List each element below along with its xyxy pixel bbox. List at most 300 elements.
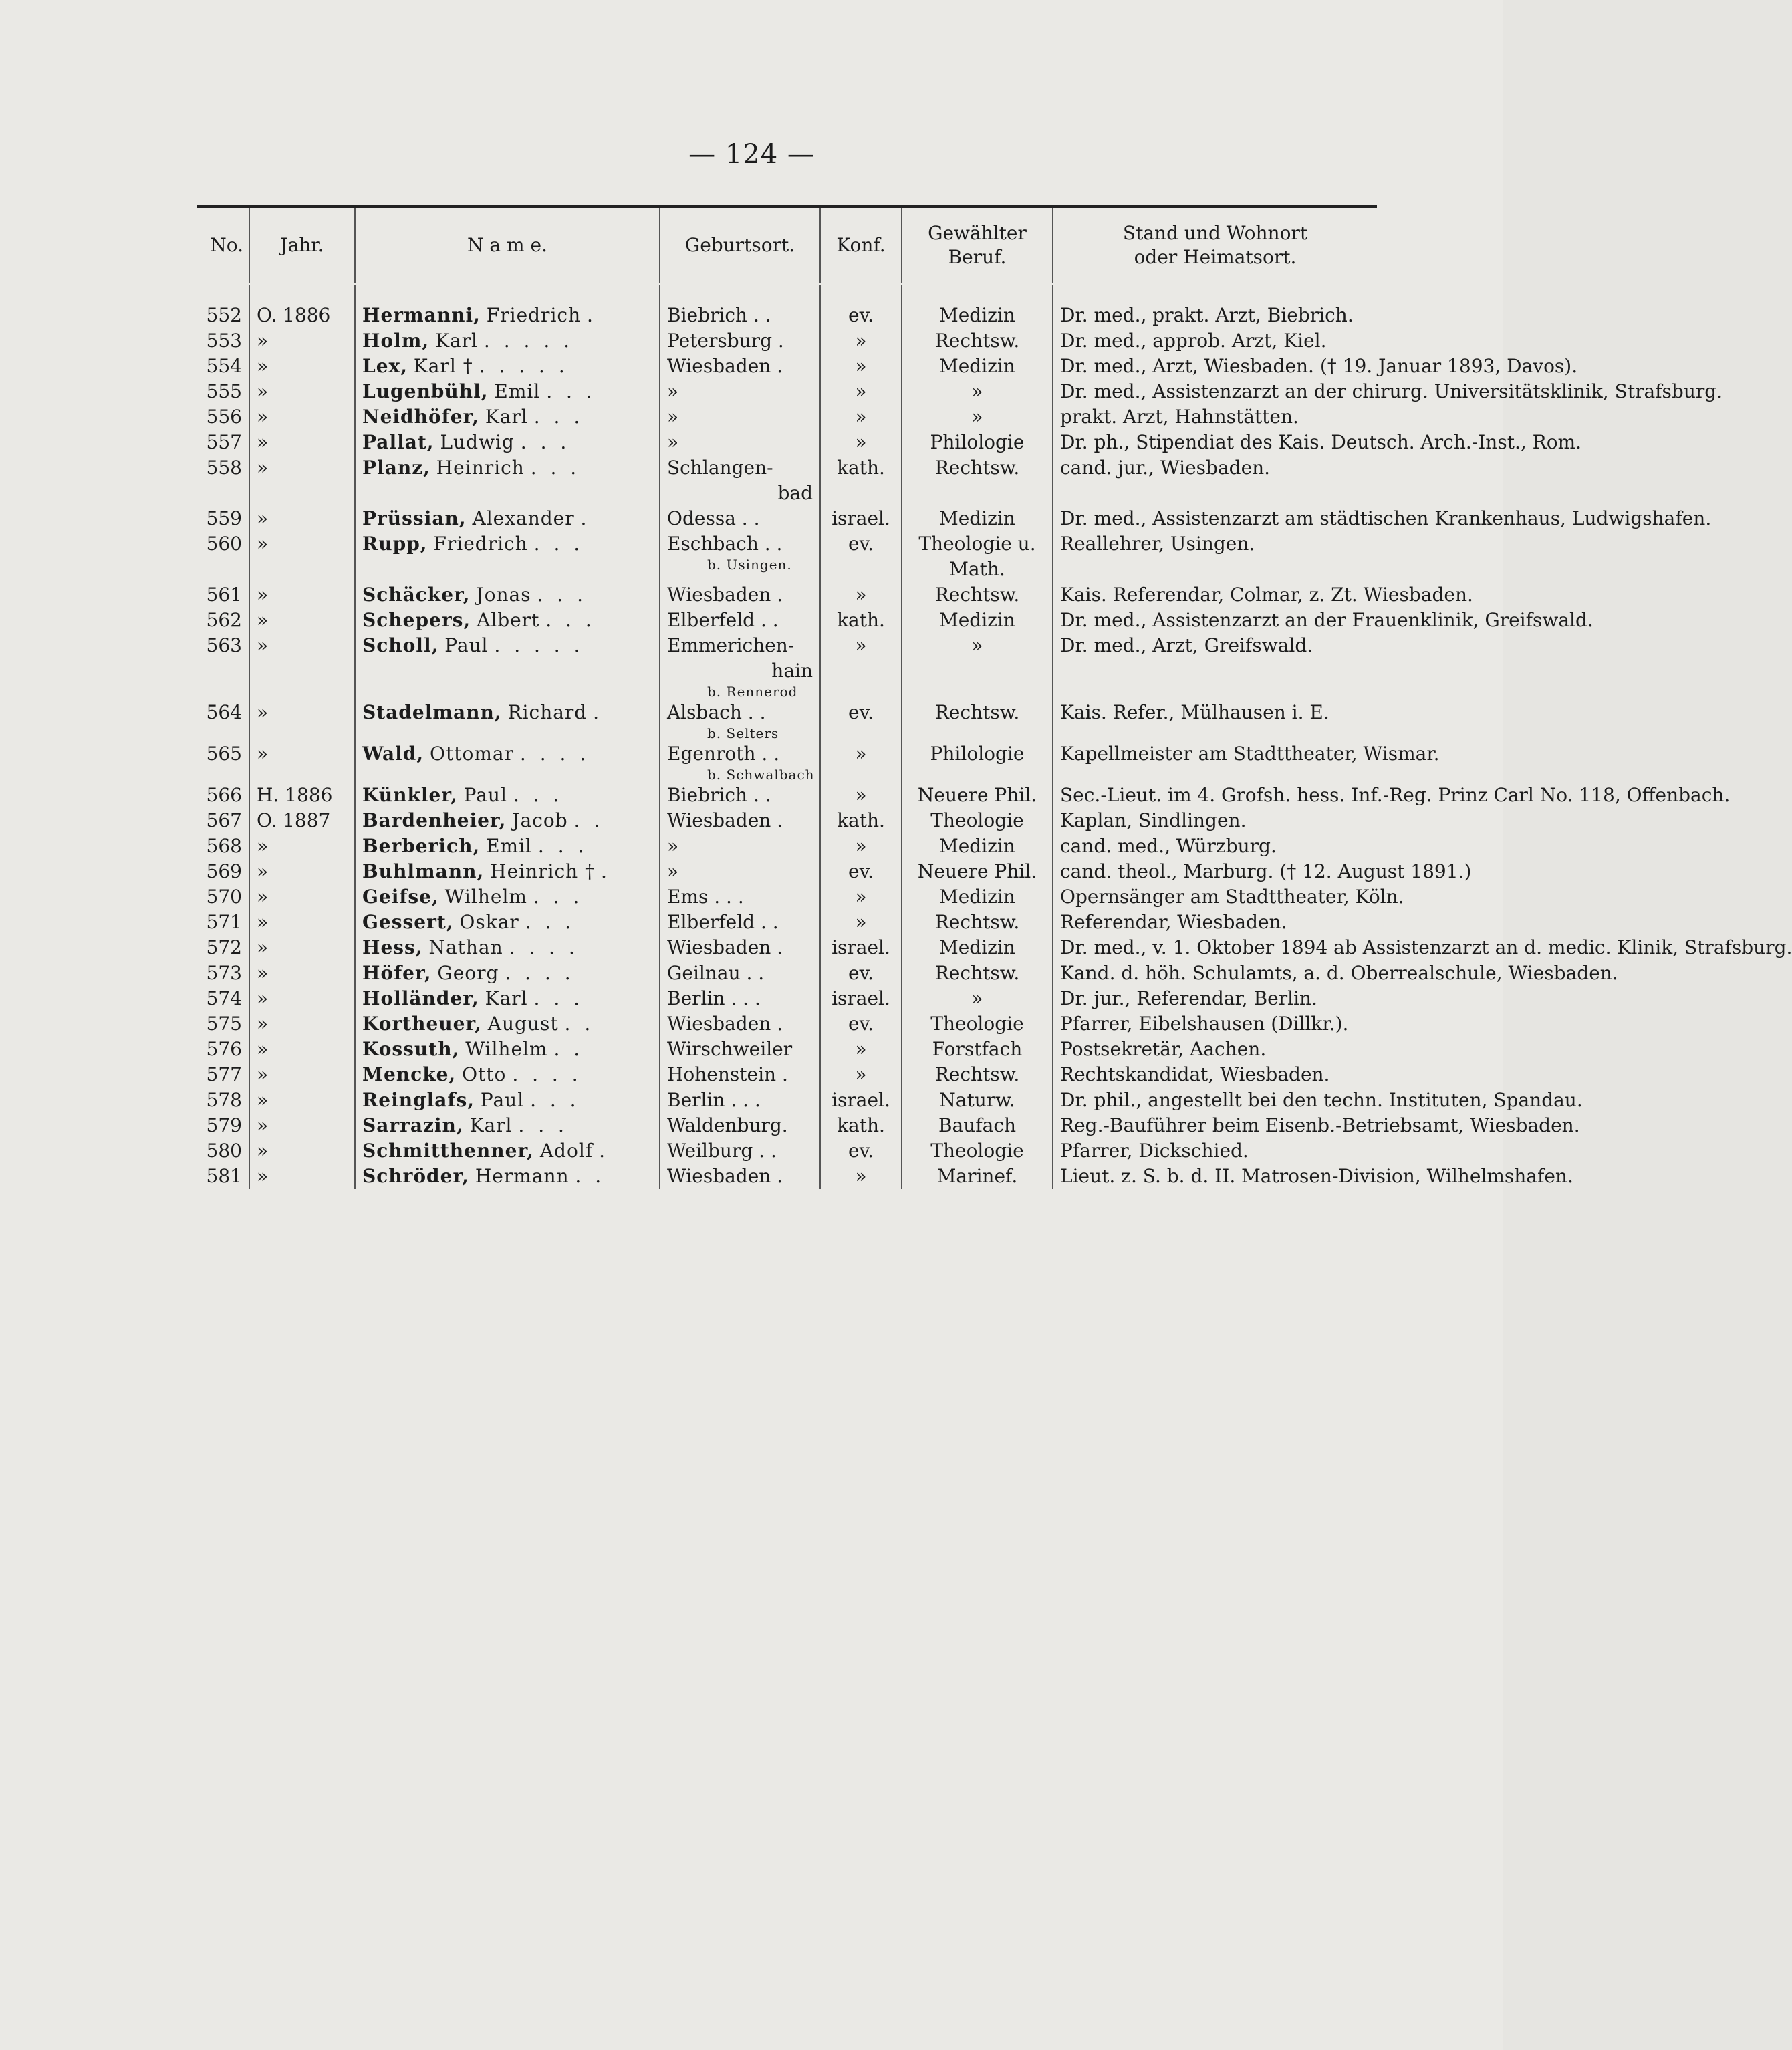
entry-birthplace-district: b. Schwalbach	[707, 767, 815, 783]
entry-birthplace-line1: Weilburg . .	[667, 1140, 777, 1162]
table-row	[197, 1138, 1377, 1164]
table-row	[197, 430, 1377, 455]
entry-number: 578	[206, 1089, 242, 1111]
entry-confession: ev.	[820, 859, 902, 884]
entry-firstname: Heinrich †	[490, 860, 596, 882]
entry-number: 571	[206, 911, 242, 933]
entry-year: »	[249, 633, 355, 700]
entry-name	[355, 1087, 660, 1113]
entry-profession: Neuere Phil.	[902, 859, 1053, 884]
entry-confession: israel.	[820, 935, 902, 960]
entry-birthplace-line1: Berlin . . .	[667, 1089, 761, 1111]
entry-number: 554	[206, 355, 242, 377]
entry-confession: israel.	[820, 506, 902, 531]
entry-year: »	[249, 1087, 355, 1113]
entry-firstname: Georg	[437, 962, 499, 984]
entry-profession: Medizin	[902, 834, 1053, 859]
entry-leader-dots: . . .	[525, 911, 575, 933]
entry-status-residence: Reg.-Bauführer beim Eisenb.-Betriebsamt, Wiesbaden.	[1053, 1113, 1377, 1138]
entry-firstname: August	[487, 1013, 559, 1035]
entry-leader-dots: .	[580, 507, 591, 529]
entry-confession: ev.	[820, 700, 902, 741]
entry-number: 552	[206, 304, 242, 326]
entry-year: H. 1886	[249, 783, 355, 808]
entry-profession: Rechtsw.	[902, 700, 1053, 741]
entry-name	[355, 1113, 660, 1138]
entry-number: 566	[206, 784, 242, 806]
entry-leader-dots: . . .	[530, 457, 581, 479]
entry-firstname: Karl	[485, 987, 528, 1009]
entry-confession: »	[820, 834, 902, 859]
table-row	[197, 354, 1377, 379]
entry-number: 574	[206, 987, 242, 1009]
entry-birthplace-line1: »	[667, 835, 679, 857]
table-row	[197, 1062, 1377, 1087]
entry-birthplace-line1: Petersburg .	[667, 330, 784, 352]
entry-confession: »	[820, 884, 902, 910]
entry-year: »	[249, 328, 355, 354]
entry-firstname: Emil	[486, 835, 532, 857]
entry-confession: ev.	[820, 284, 902, 328]
entry-year: »	[249, 960, 355, 986]
entry-status-residence: Reallehrer, Usingen.	[1053, 531, 1377, 582]
entry-status-residence: Dr. phil., angestellt bei den techn. Instituten, Spandau.	[1053, 1087, 1377, 1113]
table-row	[197, 379, 1377, 404]
table-row	[197, 1087, 1377, 1113]
entry-status-residence: Dr. jur., Referendar, Berlin.	[1053, 986, 1377, 1011]
entry-name	[355, 379, 660, 404]
entry-birthplace-line1: Hohenstein .	[667, 1063, 788, 1085]
entry-status-residence: Kaplan, Sindlingen.	[1053, 808, 1377, 834]
table-row	[197, 506, 1377, 531]
entry-number: 579	[206, 1114, 242, 1136]
entry-surname: Lex,	[362, 355, 408, 377]
entry-surname: Schröder,	[362, 1165, 469, 1187]
entry-status-residence: Sec.-Lieut. im 4. Grofsh. hess. Inf.-Reg. Prinz Carl No. 118, Offenbach.	[1053, 783, 1377, 808]
entry-leader-dots: . .	[564, 1013, 595, 1035]
entry-birthplace-line1: »	[667, 380, 679, 402]
entry-status-residence: Dr. med., Assistenzarzt an der Frauenklinik, Greifswald.	[1053, 608, 1377, 633]
entry-firstname: Wilhelm	[444, 886, 527, 908]
entry-surname: Holländer,	[362, 987, 479, 1009]
header-name: N a m e.	[355, 207, 660, 285]
entry-confession: »	[820, 783, 902, 808]
entry-surname: Geifse,	[362, 886, 439, 908]
entry-birthplace	[660, 834, 820, 859]
entry-number: 572	[206, 936, 242, 958]
entry-surname: Stadelmann,	[362, 701, 502, 723]
entry-number: 573	[206, 962, 242, 984]
entry-profession: Rechtsw.	[902, 328, 1053, 354]
entry-birthplace	[660, 783, 820, 808]
table-row	[197, 884, 1377, 910]
entry-birthplace	[660, 884, 820, 910]
header-stand-line2: oder Heimatsort.	[1134, 246, 1297, 268]
entry-confession: ev.	[820, 1138, 902, 1164]
entry-surname: Lugenbühl,	[362, 380, 489, 402]
entry-birthplace-line1: Alsbach . .	[667, 701, 766, 723]
entry-birthplace	[660, 430, 820, 455]
entry-birthplace	[660, 859, 820, 884]
entry-confession: kath.	[820, 1113, 902, 1138]
entry-firstname: Karl	[485, 406, 528, 428]
entry-firstname: Karl	[469, 1114, 513, 1136]
entry-profession: »	[902, 404, 1053, 430]
entry-confession: »	[820, 354, 902, 379]
entry-profession: Philologie	[902, 741, 1053, 783]
table-row	[197, 608, 1377, 633]
entry-confession: »	[820, 379, 902, 404]
entry-firstname: Albert	[477, 609, 540, 631]
entry-firstname: Emil	[494, 380, 541, 402]
entry-surname: Sarrazin,	[362, 1114, 464, 1136]
entry-birthplace-line1: Elberfeld . .	[667, 609, 779, 631]
entry-year: »	[249, 404, 355, 430]
entry-profession: Medizin	[902, 884, 1053, 910]
entry-status-residence: cand. med., Würzburg.	[1053, 834, 1377, 859]
entry-firstname: Heinrich	[436, 457, 525, 479]
entry-status-residence: Dr. ph., Stipendiat des Kais. Deutsch. Arch.-Inst., Rom.	[1053, 430, 1377, 455]
entry-confession: ev.	[820, 1011, 902, 1037]
entry-status-residence: cand. jur., Wiesbaden.	[1053, 455, 1377, 506]
entry-status-residence: Dr. med., Arzt, Greifswald.	[1053, 633, 1377, 700]
entry-leader-dots: .	[587, 304, 597, 326]
entry-birthplace-line1: Egenroth . .	[667, 743, 780, 765]
entry-firstname: Nathan	[428, 936, 503, 958]
entry-leader-dots: . . . .	[505, 962, 575, 984]
entry-year: »	[249, 506, 355, 531]
table-row	[197, 834, 1377, 859]
entry-leader-dots: . . .	[537, 835, 588, 857]
entry-name	[355, 1138, 660, 1164]
entry-birthplace	[660, 506, 820, 531]
entry-leader-dots: . . .	[520, 431, 571, 453]
entry-birthplace	[660, 1113, 820, 1138]
entry-year: »	[249, 1037, 355, 1062]
entry-profession: Theologie	[902, 1138, 1053, 1164]
entry-name	[355, 884, 660, 910]
entry-name	[355, 808, 660, 834]
entry-year: »	[249, 430, 355, 455]
entry-birthplace	[660, 1062, 820, 1087]
entry-birthplace-line1: Wiesbaden .	[667, 584, 783, 606]
entry-birthplace	[660, 1087, 820, 1113]
entry-leader-dots: . . . . .	[479, 355, 569, 377]
entry-surname: Schmitthenner,	[362, 1140, 534, 1162]
table-row	[197, 633, 1377, 700]
entry-firstname: Ludwig	[440, 431, 515, 453]
entry-number: 565	[206, 743, 242, 765]
entry-birthplace-line1: Geilnau . .	[667, 962, 765, 984]
entry-surname: Wald,	[362, 743, 424, 765]
entry-birthplace	[660, 1011, 820, 1037]
table-row	[197, 582, 1377, 608]
entry-surname: Berberich,	[362, 835, 481, 857]
entry-surname: Bardenheier,	[362, 809, 507, 831]
entry-profession: Medizin	[902, 354, 1053, 379]
entry-profession: Rechtsw.	[902, 960, 1053, 986]
entry-profession: Naturw.	[902, 1087, 1053, 1113]
entry-year: »	[249, 582, 355, 608]
entry-leader-dots: . . .	[533, 406, 584, 428]
table-row	[197, 741, 1377, 783]
entry-number: 557	[206, 431, 242, 453]
entry-birthplace-line1: Berlin . . .	[667, 987, 761, 1009]
header-stand-line1: Stand und Wohnort	[1122, 222, 1308, 244]
header-jahr: Jahr.	[249, 207, 355, 285]
entry-birthplace-line1: »	[667, 860, 679, 882]
entry-year: »	[249, 1011, 355, 1037]
entry-surname: Kossuth,	[362, 1038, 460, 1060]
table-row	[197, 328, 1377, 354]
entry-surname: Prüssian,	[362, 507, 467, 529]
entry-number: 569	[206, 860, 242, 882]
entry-name	[355, 935, 660, 960]
entry-surname: Schepers,	[362, 609, 471, 631]
entry-surname: Planz,	[362, 457, 430, 479]
entry-year: »	[249, 859, 355, 884]
entry-leader-dots: . . .	[533, 533, 584, 555]
entry-status-residence: Dr. med., Assistenzarzt am städtischen Krankenhaus, Ludwigshafen.	[1053, 506, 1377, 531]
table-row	[197, 935, 1377, 960]
entry-name	[355, 910, 660, 935]
entry-birthplace-line1: Elberfeld . .	[667, 911, 779, 933]
header-stand	[1053, 207, 1377, 285]
entry-birthplace	[660, 1138, 820, 1164]
entry-number: 575	[206, 1013, 242, 1035]
entry-number: 553	[206, 330, 242, 352]
table-row	[197, 700, 1377, 741]
entry-birthplace-line1: Biebrich . .	[667, 304, 771, 326]
entry-birthplace-line1: Emmerichen-	[667, 634, 795, 656]
entry-number: 581	[206, 1165, 242, 1187]
entry-birthplace-line1: Eschbach . .	[667, 533, 783, 555]
entry-leader-dots: . . . .	[512, 1063, 582, 1085]
entry-name	[355, 608, 660, 633]
entry-profession: Rechtsw.	[902, 1062, 1053, 1087]
entry-name	[355, 783, 660, 808]
entry-firstname: Karl †	[413, 355, 473, 377]
entry-profession: Rechtsw.	[902, 455, 1053, 506]
entry-surname: Pallat,	[362, 431, 434, 453]
entry-birthplace-line1: Schlangen-	[667, 457, 773, 479]
entry-birthplace	[660, 1164, 820, 1189]
entry-name	[355, 960, 660, 986]
entry-name	[355, 700, 660, 741]
entry-year: »	[249, 455, 355, 506]
entry-name	[355, 284, 660, 328]
entry-name	[355, 506, 660, 531]
entry-confession: »	[820, 1062, 902, 1087]
entry-year: »	[249, 608, 355, 633]
entry-leader-dots: .	[593, 701, 604, 723]
entry-surname: Hess,	[362, 936, 423, 958]
entry-surname: Hermanni,	[362, 304, 481, 326]
student-register-table	[197, 205, 1792, 1189]
entry-birthplace-line1: Waldenburg.	[667, 1114, 788, 1136]
entry-firstname: Paul	[480, 1089, 525, 1111]
entry-leader-dots: . . . .	[519, 743, 590, 765]
entry-year: »	[249, 1062, 355, 1087]
entry-leader-dots: . . . .	[509, 936, 579, 958]
entry-birthplace-line1: Wiesbaden .	[667, 936, 783, 958]
entry-status-residence: cand. theol., Marburg. († 12. August 1891.)	[1053, 859, 1377, 884]
entry-birthplace	[660, 582, 820, 608]
entry-confession: »	[820, 582, 902, 608]
entry-birthplace-line1: Wirschweiler	[667, 1038, 793, 1060]
entry-year: O. 1886	[249, 284, 355, 328]
entry-year: »	[249, 354, 355, 379]
entry-status-residence: Postsekretär, Aachen.	[1053, 1037, 1377, 1062]
entry-profession: »	[902, 379, 1053, 404]
entry-birthplace-line2: bad	[777, 482, 813, 504]
entry-leader-dots: . .	[573, 809, 604, 831]
entry-number: 556	[206, 406, 242, 428]
table-row	[197, 783, 1377, 808]
entry-birthplace-line2: hain	[771, 660, 813, 682]
entry-confession: kath.	[820, 608, 902, 633]
entry-surname: Holm,	[362, 330, 430, 352]
entry-birthplace	[660, 379, 820, 404]
entry-status-residence: Kand. d. höh. Schulamts, a. d. Oberrealschule, Wiesbaden.	[1053, 960, 1377, 986]
entry-firstname: Richard	[507, 701, 588, 723]
entry-birthplace	[660, 808, 820, 834]
entry-birthplace	[660, 531, 820, 582]
entry-name	[355, 1037, 660, 1062]
entry-number: 562	[206, 609, 242, 631]
entry-name	[355, 328, 660, 354]
entry-profession: »	[902, 986, 1053, 1011]
entry-birthplace	[660, 633, 820, 700]
entry-confession: »	[820, 633, 902, 700]
entry-number: 570	[206, 886, 242, 908]
entry-year: »	[249, 741, 355, 783]
entry-profession: Medizin	[902, 284, 1053, 328]
entry-birthplace	[660, 328, 820, 354]
entry-birthplace-line1: Wiesbaden .	[667, 355, 783, 377]
entry-leader-dots: . . . . .	[494, 634, 584, 656]
entry-leader-dots: . .	[575, 1165, 606, 1187]
entry-firstname: Paul	[463, 784, 507, 806]
entry-leader-dots: . . .	[545, 609, 596, 631]
entry-status-residence: Dr. med., Assistenzarzt an der chirurg. Universitätsklinik, Strafsburg.	[1053, 379, 1377, 404]
entry-name	[355, 834, 660, 859]
entry-profession: Marinef.	[902, 1164, 1053, 1189]
table-row	[197, 404, 1377, 430]
entry-status-residence: Dr. med., v. 1. Oktober 1894 ab Assistenzarzt an d. medic. Klinik, Strafsburg.	[1053, 935, 1377, 960]
entry-birthplace	[660, 284, 820, 328]
entry-surname: Gessert,	[362, 911, 454, 933]
entry-firstname: Karl	[435, 330, 479, 352]
entry-confession: »	[820, 328, 902, 354]
entry-profession: Philologie	[902, 430, 1053, 455]
entry-birthplace	[660, 960, 820, 986]
entry-profession: Rechtsw.	[902, 582, 1053, 608]
entry-name	[355, 354, 660, 379]
entry-profession: »	[902, 633, 1053, 700]
table-row	[197, 910, 1377, 935]
entry-status-residence: Dr. med., approb. Arzt, Kiel.	[1053, 328, 1377, 354]
entry-firstname: Ottomar	[430, 743, 514, 765]
entry-number: 567	[206, 809, 242, 831]
entry-status-residence: Dr. med., prakt. Arzt, Biebrich.	[1053, 284, 1377, 328]
entry-profession: Medizin	[902, 608, 1053, 633]
entry-status-residence: Dr. med., Arzt, Wiesbaden. († 19. Januar 1893, Davos).	[1053, 354, 1377, 379]
entry-birthplace	[660, 741, 820, 783]
entry-birthplace-district: b. Rennerod	[707, 684, 798, 700]
entry-birthplace	[660, 608, 820, 633]
entry-number: 577	[206, 1063, 242, 1085]
entry-confession: »	[820, 1164, 902, 1189]
header-beruf-line1: Gewählter	[928, 222, 1027, 244]
entry-name	[355, 986, 660, 1011]
header-beruf-line2: Beruf.	[948, 246, 1007, 268]
entry-surname: Mencke,	[362, 1063, 457, 1085]
entry-number: 568	[206, 835, 242, 857]
entry-profession: Medizin	[902, 506, 1053, 531]
entry-firstname: Adolf	[539, 1140, 594, 1162]
table-row	[197, 960, 1377, 986]
table-row	[197, 1011, 1377, 1037]
entry-year: »	[249, 884, 355, 910]
entry-status-residence: Rechtskandidat, Wiesbaden.	[1053, 1062, 1377, 1087]
entry-surname: Höfer,	[362, 962, 432, 984]
table-row	[197, 859, 1377, 884]
entry-birthplace-line1: Biebrich . .	[667, 784, 771, 806]
entry-year: »	[249, 1164, 355, 1189]
entry-profession: Rechtsw.	[902, 910, 1053, 935]
entry-confession: kath.	[820, 455, 902, 506]
entry-profession: Medizin	[902, 935, 1053, 960]
header-no: No.	[197, 207, 249, 285]
entry-firstname: Otto	[462, 1063, 507, 1085]
entry-status-residence: Kais. Refer., Mülhausen i. E.	[1053, 700, 1377, 741]
entry-name	[355, 741, 660, 783]
entry-year: »	[249, 834, 355, 859]
entry-birthplace	[660, 935, 820, 960]
entry-number: 580	[206, 1140, 242, 1162]
entry-surname: Rupp,	[362, 533, 428, 555]
entry-name	[355, 455, 660, 506]
entry-confession: »	[820, 741, 902, 783]
entry-birthplace-district: b. Selters	[707, 725, 779, 741]
table-row	[197, 531, 1377, 582]
entry-birthplace	[660, 354, 820, 379]
entry-firstname: Oskar	[459, 911, 519, 933]
entry-firstname: Jacob	[512, 809, 568, 831]
header-geburtsort: Geburtsort.	[660, 207, 820, 285]
entry-leader-dots: . . . . .	[483, 330, 574, 352]
entry-surname: Reinglafs,	[362, 1089, 475, 1111]
entry-firstname: Jonas	[476, 584, 531, 606]
entry-confession: »	[820, 430, 902, 455]
entry-confession: israel.	[820, 1087, 902, 1113]
entry-surname: Scholl,	[362, 634, 439, 656]
entry-confession: »	[820, 404, 902, 430]
table-row	[197, 986, 1377, 1011]
entry-confession: ev.	[820, 531, 902, 582]
entry-birthplace	[660, 986, 820, 1011]
entry-status-residence: Lieut. z. S. b. d. II. Matrosen-Division, Wilhelmshafen.	[1053, 1164, 1377, 1189]
entry-birthplace-line1: »	[667, 406, 679, 428]
entry-confession: »	[820, 1037, 902, 1062]
entry-name	[355, 430, 660, 455]
entry-name	[355, 859, 660, 884]
entry-profession: Neuere Phil.	[902, 783, 1053, 808]
entry-status-residence: Kapellmeister am Stadttheater, Wismar.	[1053, 741, 1377, 783]
entry-leader-dots: .	[599, 1140, 609, 1162]
entry-status-residence: Pfarrer, Dickschied.	[1053, 1138, 1377, 1164]
